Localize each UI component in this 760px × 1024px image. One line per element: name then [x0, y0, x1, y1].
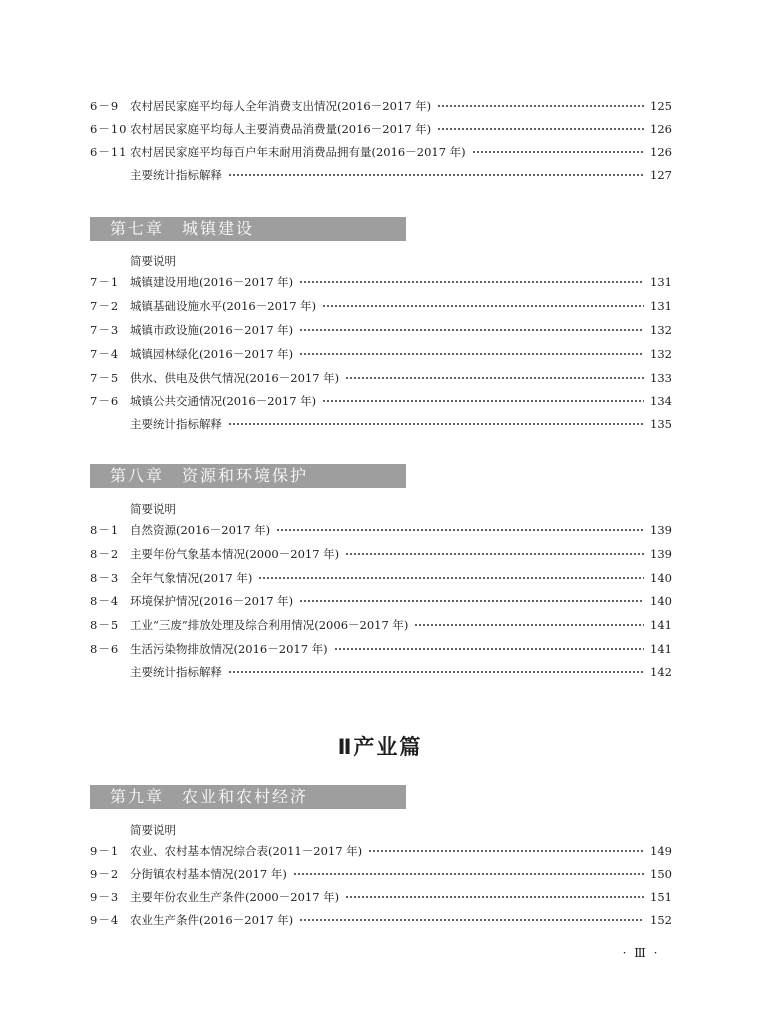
toc-entry-6-9[interactable] — [90, 96, 672, 116]
chapter-8-heading[interactable]: 第八章 资源和环境保护 — [90, 464, 406, 488]
entry-page: 139 — [650, 547, 672, 561]
dot-leader — [345, 375, 644, 381]
chapter-8-intro[interactable]: 简要说明 — [130, 502, 176, 516]
toc-entry-7-3[interactable] — [90, 320, 672, 340]
dot-leader — [228, 421, 644, 427]
entry-number: 7－4 — [90, 347, 120, 361]
toc-entry-9-3[interactable] — [90, 887, 672, 907]
entry-page: 127 — [650, 168, 672, 182]
entry-page: 132 — [650, 347, 672, 361]
entry-title: 城镇园林绿化(2016－2017 年) — [130, 347, 294, 361]
entry-number: 7－6 — [90, 394, 120, 408]
entry-title: 主要统计指标解释 — [130, 168, 222, 182]
dot-leader — [228, 172, 644, 178]
entry-title: 全年气象情况(2017 年) — [130, 571, 253, 585]
dot-leader — [276, 527, 644, 533]
entry-page: 141 — [650, 618, 672, 632]
dot-leader — [299, 917, 644, 923]
entry-number: 9－4 — [90, 913, 120, 927]
entry-page: 132 — [650, 323, 672, 337]
entry-number: 8－2 — [90, 547, 120, 561]
dot-leader — [299, 327, 644, 333]
entry-title: 自然资源(2016－2017 年) — [130, 523, 271, 537]
entry-title: 环境保护情况(2016－2017 年) — [130, 594, 294, 608]
dot-leader — [299, 279, 644, 285]
entry-number: 7－3 — [90, 323, 120, 337]
entry-title: 主要年份气象基本情况(2000－2017 年) — [130, 547, 340, 561]
entry-page: 131 — [650, 275, 672, 289]
entry-page: 134 — [650, 394, 672, 408]
chapter-7-intro[interactable]: 简要说明 — [130, 254, 176, 268]
entry-page: 150 — [650, 867, 672, 881]
entry-title: 供水、供电及供气情况(2016－2017 年) — [130, 371, 340, 385]
entry-title: 农村居民家庭平均每人全年消费支出情况(2016－2017 年) — [130, 99, 432, 113]
entry-page: 151 — [650, 890, 672, 904]
entry-page: 152 — [650, 913, 672, 927]
entry-number: 6－11 — [90, 145, 128, 159]
dot-leader — [437, 103, 644, 109]
entry-title: 城镇公共交通情况(2016－2017 年) — [130, 394, 317, 408]
toc-entry-9-1[interactable] — [90, 841, 672, 861]
entry-page: 126 — [650, 145, 672, 159]
entry-number: 8－4 — [90, 594, 120, 608]
toc-entry-8-6[interactable] — [90, 639, 672, 659]
toc-entry-6-notes[interactable] — [90, 165, 672, 185]
dot-leader — [228, 669, 644, 675]
entry-title: 工业“三废”排放处理及综合利用情况(2006－2017 年) — [130, 618, 409, 632]
toc-entry-8-1[interactable] — [90, 520, 672, 540]
entry-number: 8－5 — [90, 618, 120, 632]
entry-number: 6－10 — [90, 122, 128, 136]
entry-number: 8－3 — [90, 571, 120, 585]
entry-number: 8－6 — [90, 642, 120, 656]
dot-leader — [345, 551, 644, 557]
entry-number: 9－1 — [90, 844, 120, 858]
entry-page: 149 — [650, 844, 672, 858]
entry-page: 135 — [650, 417, 672, 431]
dot-leader — [368, 848, 644, 854]
entry-page: 126 — [650, 122, 672, 136]
dot-leader — [322, 303, 644, 309]
entry-number: 6－9 — [90, 99, 120, 113]
entry-number: 8－1 — [90, 523, 120, 537]
dot-leader — [299, 598, 644, 604]
entry-title: 分街镇农村基本情况(2017 年) — [130, 867, 287, 881]
toc-entry-7-2[interactable] — [90, 296, 672, 316]
entry-title: 主要统计指标解释 — [130, 665, 222, 679]
dot-leader — [258, 575, 644, 581]
entry-title: 主要统计指标解释 — [130, 417, 222, 431]
entry-number: 7－5 — [90, 371, 120, 385]
dot-leader — [334, 646, 644, 652]
chapter-9-heading[interactable]: 第九章 农业和农村经济 — [90, 785, 406, 809]
entry-title: 城镇建设用地(2016－2017 年) — [130, 275, 294, 289]
entry-page: 141 — [650, 642, 672, 656]
entry-page: 125 — [650, 99, 672, 113]
page-number: · Ⅲ · — [622, 946, 660, 960]
entry-number: 7－2 — [90, 299, 120, 313]
toc-entry-7-5[interactable] — [90, 368, 672, 388]
dot-leader — [322, 398, 644, 404]
part-2-heading[interactable]: Ⅱ产业篇 — [337, 735, 423, 759]
toc-entry-8-4[interactable] — [90, 591, 672, 611]
entry-page: 140 — [650, 571, 672, 585]
entry-title: 农业生产条件(2016－2017 年) — [130, 913, 294, 927]
toc-entry-8-notes[interactable] — [90, 662, 672, 682]
toc-entry-9-4[interactable] — [90, 910, 672, 930]
entry-title: 城镇市政设施(2016－2017 年) — [130, 323, 294, 337]
dot-leader — [299, 351, 644, 357]
toc-entry-7-6[interactable] — [90, 391, 672, 411]
toc-entry-7-4[interactable] — [90, 344, 672, 364]
entry-page: 142 — [650, 665, 672, 679]
chapter-7-heading[interactable]: 第七章 城镇建设 — [90, 217, 406, 241]
entry-title: 城镇基础设施水平(2016－2017 年) — [130, 299, 317, 313]
chapter-9-intro[interactable]: 简要说明 — [130, 823, 176, 837]
entry-number: 9－2 — [90, 867, 120, 881]
entry-page: 131 — [650, 299, 672, 313]
entry-title: 农业、农村基本情况综合表(2011－2017 年) — [130, 844, 363, 858]
entry-page: 139 — [650, 523, 672, 537]
entry-number: 9－3 — [90, 890, 120, 904]
entry-title: 农村居民家庭平均每人主要消费品消费量(2016－2017 年) — [130, 122, 432, 136]
toc-entry-8-2[interactable] — [90, 544, 672, 564]
dot-leader — [345, 894, 644, 900]
toc-entry-8-3[interactable] — [90, 568, 672, 588]
toc-entry-8-5[interactable] — [90, 615, 672, 635]
toc-entry-9-2[interactable] — [90, 864, 672, 884]
toc-entry-7-notes[interactable] — [90, 414, 672, 434]
dot-leader — [472, 149, 644, 155]
toc-entry-6-11[interactable] — [90, 142, 672, 162]
entry-page: 140 — [650, 594, 672, 608]
entry-page: 133 — [650, 371, 672, 385]
toc-entry-7-1[interactable] — [90, 272, 672, 292]
dot-leader — [414, 622, 644, 628]
entry-title: 主要年份农业生产条件(2000－2017 年) — [130, 890, 340, 904]
dot-leader — [293, 871, 644, 877]
entry-title: 生活污染物排放情况(2016－2017 年) — [130, 642, 328, 656]
entry-number: 7－1 — [90, 275, 120, 289]
entry-title: 农村居民家庭平均每百户年末耐用消费品拥有量(2016－2017 年) — [130, 145, 466, 159]
dot-leader — [437, 126, 644, 132]
toc-entry-6-10[interactable] — [90, 119, 672, 139]
